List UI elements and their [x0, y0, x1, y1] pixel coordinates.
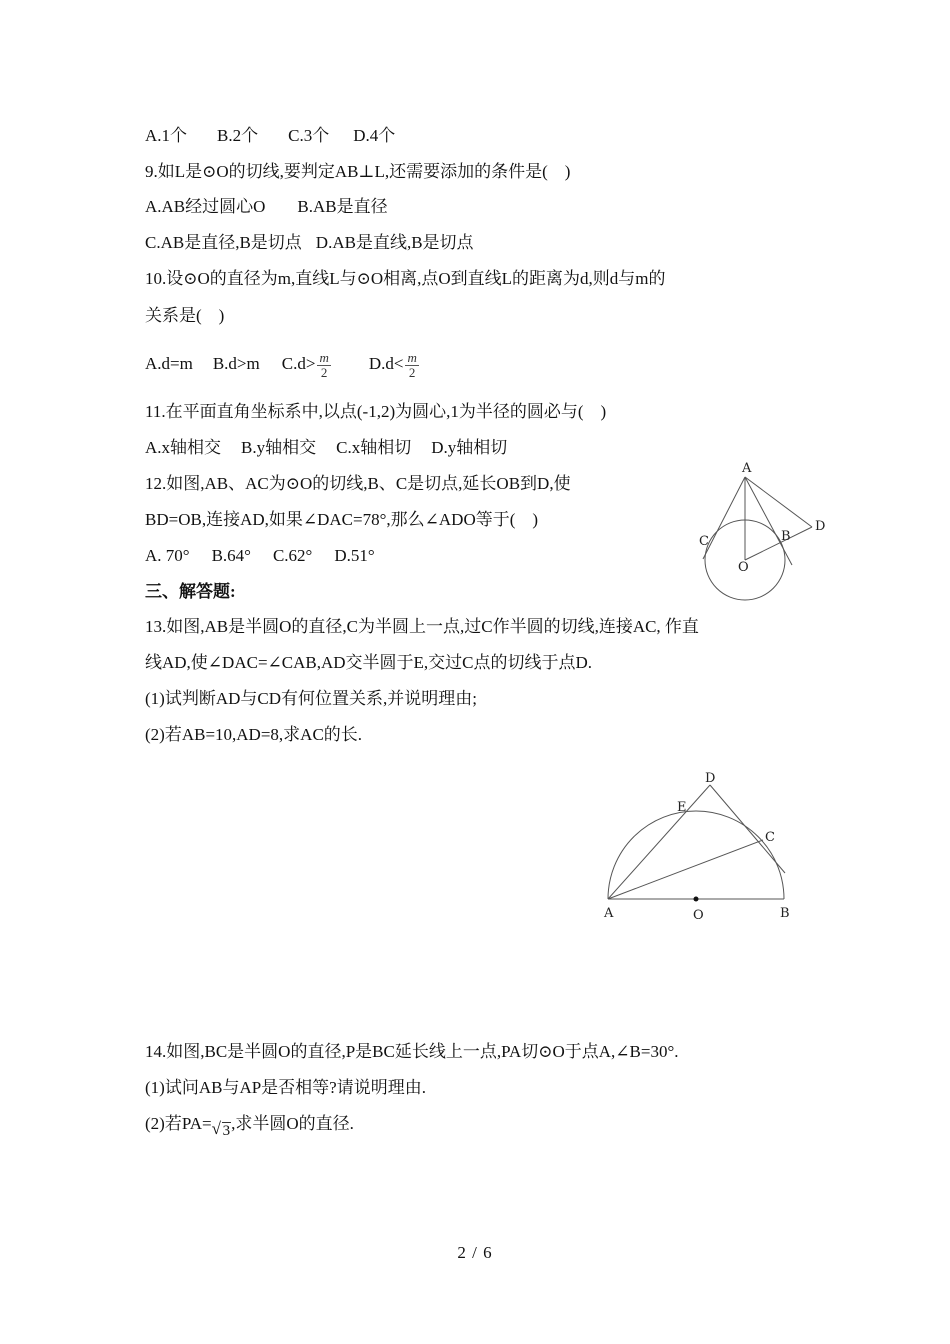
q13-label-o: O — [693, 908, 704, 923]
q11-stem: 11.在平面直角坐标系中,以点(-1,2)为圆心,1为半径的圆必与( ) — [145, 402, 607, 421]
q11-option-b: B.y轴相交 — [241, 438, 317, 457]
q12-label-a: A — [742, 461, 752, 476]
q13-tangent-dc — [710, 785, 785, 873]
q9-options-ab — [145, 196, 388, 218]
fraction-denominator: 2 — [408, 364, 416, 380]
q9-option-d: D.AB是直线,B是切点 — [315, 233, 474, 252]
q12-figure — [690, 455, 840, 605]
q9-option-a: A.AB经过圆心O — [145, 197, 266, 216]
q12-stem-line2: BD=OB,连接AD,如果∠DAC=78°,那么∠ADO等于( ) — [145, 510, 539, 529]
q12-label-o: O — [738, 560, 749, 575]
q11-options — [145, 437, 507, 459]
q14-part2 — [145, 1113, 354, 1142]
fraction-numerator: m — [319, 349, 329, 365]
q9-option-b: B.AB是直径 — [297, 197, 388, 216]
q10-options — [145, 344, 421, 384]
q10-option-d-prefix: D.d< — [368, 354, 404, 373]
fraction-numerator: m — [407, 349, 417, 365]
q9-options-cd — [145, 232, 474, 254]
q13-semicircle — [608, 811, 784, 899]
q13-label-b: B — [780, 906, 790, 921]
section3-title: 三、解答题: — [145, 582, 236, 601]
q13-label-e: E — [677, 800, 687, 815]
q12-option-a: A. 70° — [145, 546, 190, 565]
q8-options — [145, 125, 395, 147]
q12-option-b: B.64° — [211, 546, 251, 565]
q12-options — [145, 545, 375, 567]
q12-label-d: D — [815, 519, 826, 534]
q13-part2: (2)若AB=10,AD=8,求AC的长. — [145, 725, 363, 744]
q14-sqrt-expression — [212, 1120, 232, 1142]
q13-part1: (1)试判断AD与CD有何位置关系,并说明理由; — [145, 689, 477, 708]
q11-option-d: D.y轴相切 — [431, 438, 508, 457]
q13-line-ad — [608, 785, 710, 899]
q13-label-c: C — [765, 830, 775, 845]
q13-label-d: D — [705, 771, 716, 786]
q12-label-b: B — [781, 529, 791, 544]
q10-option-d-fraction — [405, 351, 418, 380]
q13-label-a: A — [604, 906, 614, 921]
q10-stem-line2: 关系是( ) — [145, 306, 225, 325]
q9-option-c: C.AB是直径,B是切点 — [145, 233, 302, 252]
q10-option-c-prefix: C.d> — [281, 354, 316, 373]
q12-option-c: C.62° — [272, 546, 313, 565]
q11-option-a: A.x轴相交 — [145, 438, 222, 457]
q13-center-o — [694, 897, 699, 902]
q10-stem-line1: 10.设⊙O的直径为m,直线L与⊙O相离,点O到直线L的距离为d,则d与m的 — [145, 269, 666, 288]
q14-stem: 14.如图,BC是半圆O的直径,P是BC延长线上一点,PA切⊙O于点A,∠B=30°. — [145, 1042, 679, 1061]
q13-line-ac — [608, 840, 763, 899]
q8-option-c: C.3个 — [288, 126, 330, 145]
q8-option-b: B.2个 — [217, 126, 259, 145]
q13-stem-line1: 13.如图,AB是半圆O的直径,C为半圆上一点,过C作半圆的切线,连接AC, 作直 — [145, 617, 699, 636]
q10-option-b: B.d>m — [212, 354, 260, 373]
q10-option-c-fraction — [317, 351, 330, 380]
q8-option-a: A.1个 — [145, 126, 188, 145]
q14-part2-prefix: (2)若PA= — [145, 1114, 212, 1133]
q13-stem-line2: 线AD,使∠DAC=∠CAB,AD交半圆于E,交过C点的切线于点D. — [145, 653, 593, 672]
q14-part2-suffix: ,求半圆O的直径. — [231, 1114, 354, 1133]
q13-figure — [595, 765, 805, 930]
q12-label-c: C — [699, 534, 709, 549]
q10-option-a: A.d=m — [145, 354, 193, 373]
sqrt-radical-sign: √ — [211, 1119, 221, 1138]
q12-line-ac — [703, 477, 745, 559]
q12-line-od — [745, 527, 812, 560]
q12-stem-line1: 12.如图,AB、AC为⊙O的切线,B、C是切点,延长OB到D,使 — [145, 474, 571, 493]
q12-line-ad — [745, 477, 812, 527]
fraction-denominator: 2 — [320, 364, 328, 380]
q12-option-d: D.51° — [334, 546, 375, 565]
q11-option-c: C.x轴相切 — [336, 438, 412, 457]
page-number: 2 / 6 — [457, 1243, 493, 1262]
q14-part1: (1)试问AB与AP是否相等?请说明理由. — [145, 1078, 426, 1097]
q9-stem: 9.如L是⊙O的切线,要判定AB⊥L,还需要添加的条件是( ) — [145, 162, 571, 181]
q8-option-d: D.4个 — [353, 126, 396, 145]
sqrt-radicand: 3 — [222, 1123, 231, 1139]
